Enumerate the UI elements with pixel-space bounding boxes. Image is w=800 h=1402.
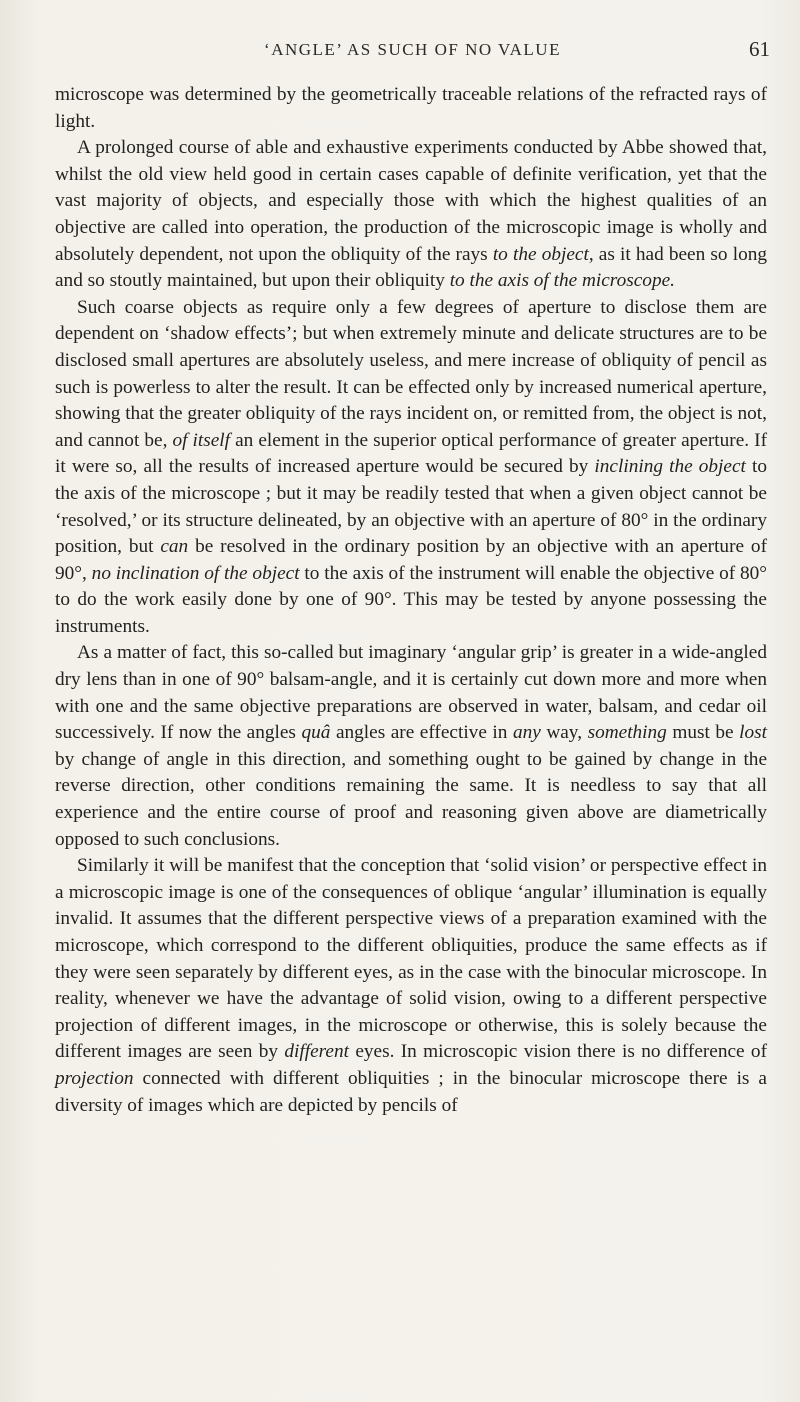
italic-text: different <box>284 1041 349 1063</box>
text-run: by change of angle in this direction, and something ought to be gained by change in the reverse direction, other conditions remaining the same. It is needless to say that all experience and the entire course of proof and reasoning given above are diametrically opposed to such conclusions. <box>55 748 767 850</box>
paragraph <box>55 135 767 295</box>
italic-text: any <box>512 722 541 744</box>
italic-text: quâ <box>301 722 331 744</box>
paragraph <box>55 853 767 1119</box>
text-run: Similarly it will be manifest that the conception that ‘solid vision’ or perspective effect in a microscopic image is one of the consequences of oblique ‘angular’ illumination is equally invalid. It assumes that the different perspective views of a preparation examined with the microscope, which correspond to the different obliquities, produce the same effects as if they were seen separately by different eyes, as in the case with the binocular microscope. In reality, whenever we have the advantage of solid vision, owing to a different perspective projection of different images, in the microscope or otherwise, this is solely because the different images are seen by <box>55 855 767 1063</box>
italic-text: to the axis of the microscope. <box>449 270 675 292</box>
text-run: be resolved in the ordinary position by an objective with an aperture of 90°, <box>55 536 767 584</box>
paragraph <box>55 640 767 853</box>
text-run: angles are effective in <box>330 722 513 744</box>
italic-text: to the object <box>492 243 589 265</box>
text-run: Such coarse objects as require only a few degrees of aperture to disclose them are dependent on ‘shadow effects’; but when extremely minute and delicate structures are to be disclosed small apertures are absolutely useless, and mere increase of obliquity of pencil as such is powerless to alter the result. It can be effected only by increased numerical aperture, showing that the greater obliquity of the rays incident on, or remitted from, the object is not, and cannot be, <box>55 296 767 451</box>
body-text <box>55 82 767 1119</box>
text-run: , as it had been so long and so stoutly maintained, but upon their obliquity <box>55 243 767 292</box>
paragraph <box>55 295 767 641</box>
italic-text: no inclination of the object <box>91 562 300 584</box>
text-run: to the axis of the microscope ; but it may be readily tested that when a given object cannot be ‘resolved,’ or its structure delineated, by an objective with an aperture of 80° in the ordinary position, but <box>55 456 767 558</box>
italic-text: can <box>160 536 189 558</box>
text-run: to the axis of the instrument will enable the objective of 80° to do the work easily done by one of 90°. This may be tested by anyone possessing the instruments. <box>55 562 767 637</box>
italic-text: of itself <box>172 429 231 451</box>
page-number: 61 <box>749 37 770 61</box>
running-head: ‘ANGLE’ AS SUCH OF NO VALUE <box>264 40 561 59</box>
italic-text: projection <box>55 1067 134 1089</box>
text-run: must be <box>666 722 740 744</box>
text-run: eyes. In microscopic vision there is no difference of <box>349 1041 767 1063</box>
text-run: microscope was determined by the geometrically traceable relations of the refracted rays of light. <box>55 84 767 132</box>
italic-text: inclining the object <box>594 456 746 478</box>
text-run: A prolonged course of able and exhaustive experiments conducted by Abbe showed that, whilst the old view held good in certain cases capable of definite verification, yet that the vast majority of objects, and especially those with which the highest qualities of an objective are called into operation, the production of the microscopic image is wholly and absolutely dependent, not upon the obliquity of the rays <box>55 137 767 265</box>
italic-text: lost <box>739 722 767 744</box>
text-run: connected with different obliquities ; in the binocular microscope there is a diversity of images which are depicted by pencils of <box>55 1067 767 1116</box>
italic-text: something <box>587 722 667 744</box>
text-run: way, <box>540 722 588 744</box>
page-header <box>55 34 770 68</box>
paragraph <box>55 82 767 135</box>
text-run: an element in the superior optical performance of greater aperture. If it were so, all the results of increased aperture would be secured by <box>55 429 768 478</box>
text-run: As a matter of fact, this so-called but imaginary ‘angular grip’ is greater in a wide-angled dry lens than in one of 90° balsam-angle, and it is certainly cut down more and more when with one and the same objective preparations are observed in water, balsam, and cedar oil successively. If now the angles <box>55 642 767 744</box>
